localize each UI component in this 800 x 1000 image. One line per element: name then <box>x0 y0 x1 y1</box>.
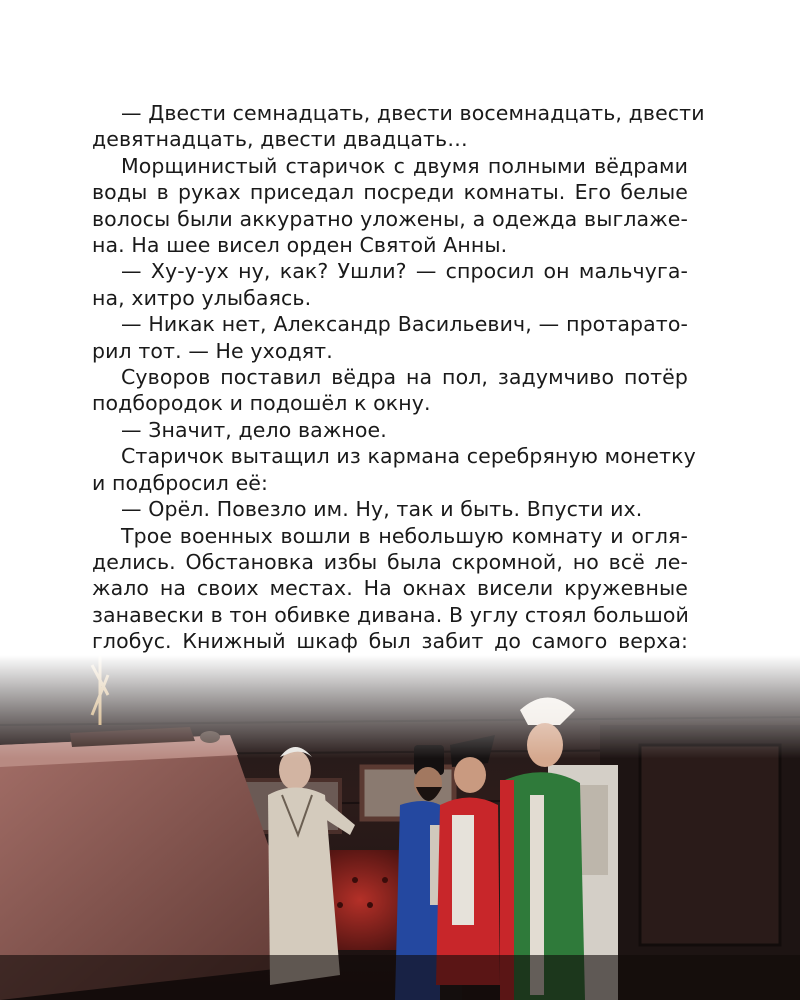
story-text <box>92 100 705 681</box>
text-line: и подбросил её: <box>92 470 269 495</box>
cabin-scene-illustration <box>0 655 800 1000</box>
text-line: Трое военных вошли в небольшую комнату и огля- <box>121 523 688 548</box>
scene-svg <box>0 655 800 1000</box>
text-line: рил тот. — Не уходят. <box>92 338 333 363</box>
text-line: на. На шее висел орден Святой Анны. <box>92 233 508 258</box>
text-line: на, хитро улыбаясь. <box>92 285 312 310</box>
text-line: девятнадцать, двести двадцать… <box>92 127 468 152</box>
text-line: глобус. Книжный шкаф был забит до самого верха: <box>92 629 688 654</box>
text-line: Суворов поставил вёдра на пол, задумчиво потёр <box>121 365 688 390</box>
top-fade <box>0 655 800 1000</box>
text-line: жало на своих местах. На окнах висели кружевные <box>92 576 688 601</box>
text-line: воды в руках приседал посреди комнаты. Его белые <box>92 180 688 205</box>
text-line: делись. Обстановка избы была скромной, но всё ле- <box>92 549 688 574</box>
text-line: волосы были аккуратно уложены, а одежда выглаже- <box>92 206 688 231</box>
text-line: — Ху-у-ух ну, как? Ушли? — спросил он мальчуга- <box>121 259 688 284</box>
text-line: подбородок и подошёл к окну. <box>92 391 431 416</box>
text-line: — Никак нет, Александр Васильевич, — протарато- <box>121 312 688 337</box>
text-line: Морщинистый старичок с двумя полными вёдрами <box>121 153 688 178</box>
text-line: — Значит, дело важное. <box>121 417 387 442</box>
text-line: занавески в тон обивке дивана. В углу стоял большой <box>92 602 689 627</box>
text-line: Старичок вытащил из кармана серебряную монетку <box>121 444 696 469</box>
text-line: — Орёл. Повезло им. Ну, так и быть. Впусти их. <box>121 497 643 522</box>
text-line: — Двести семнадцать, двести восемнадцать, двести <box>121 101 705 125</box>
